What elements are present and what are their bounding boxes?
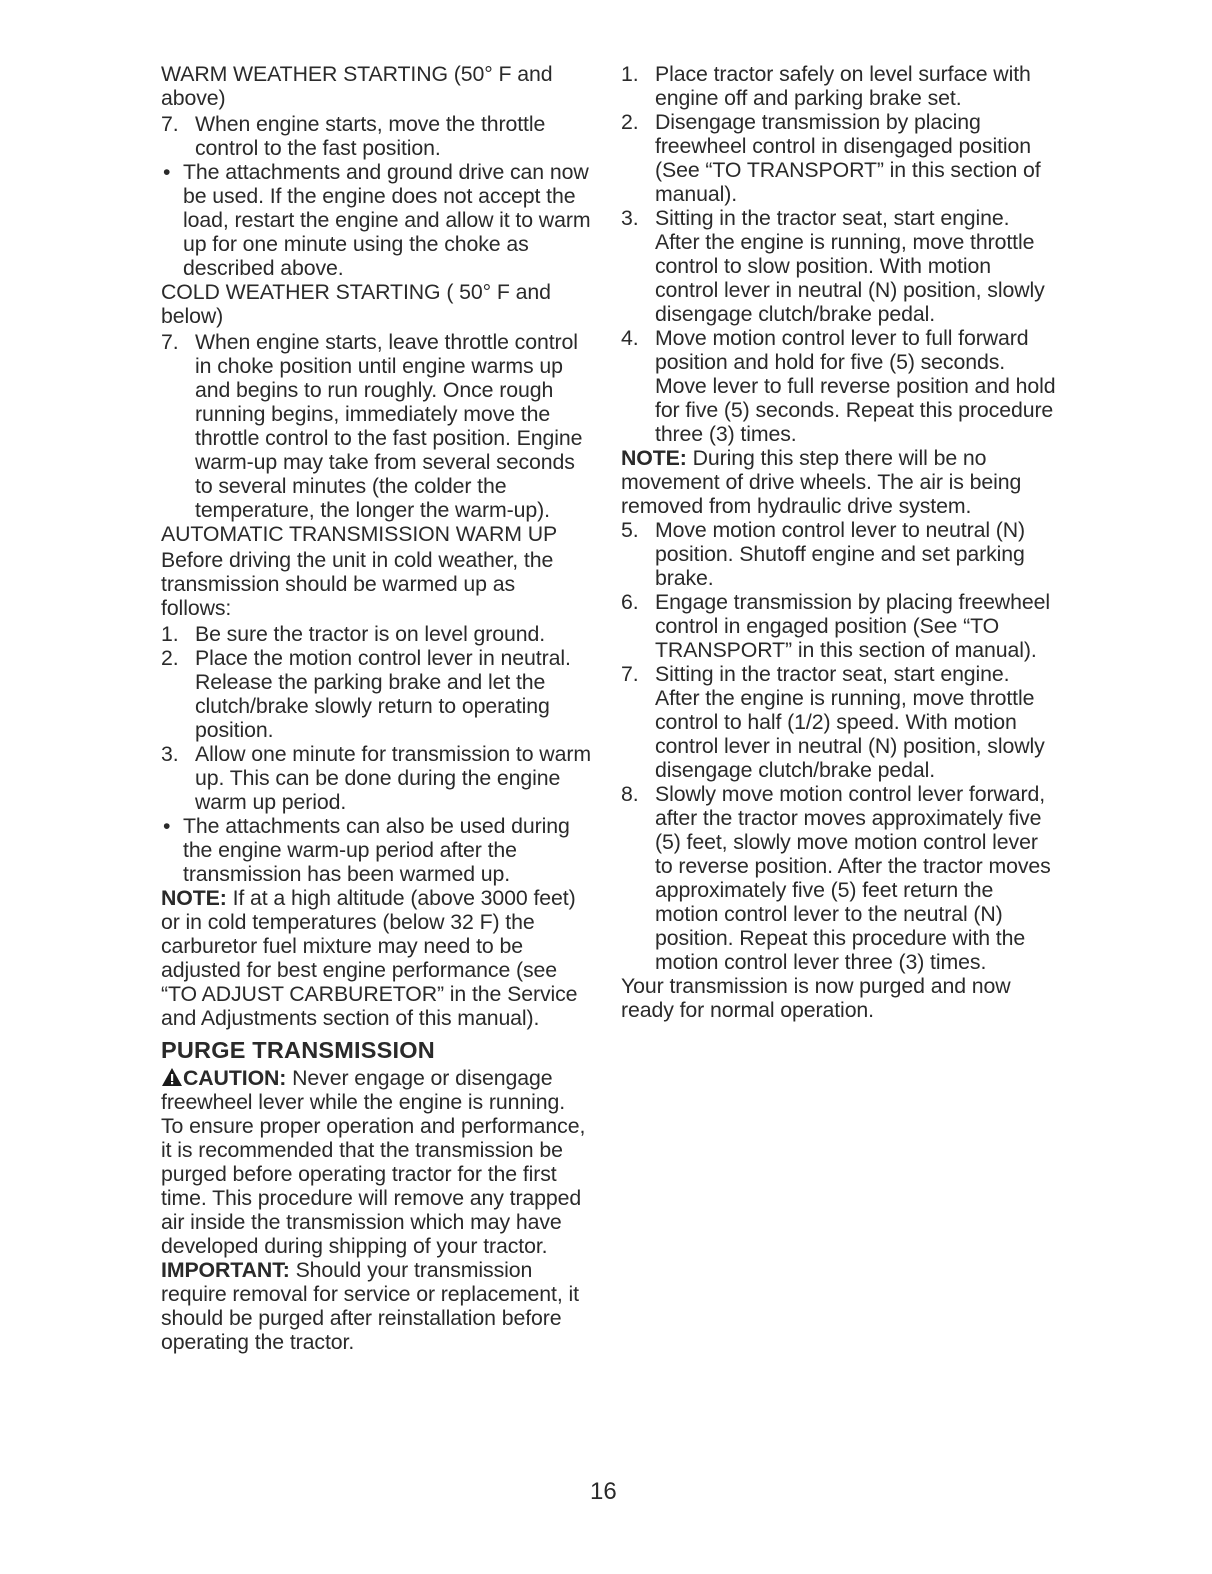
list-item-text: Sitting in the tractor seat, start engine. After the engine is running, move throttle control to slow position. With motion control lever in neutral (N) position, slowly disengage clutch/brake pedal. [655, 206, 1045, 326]
automatic-intro: Before driving the unit in cold weather, the transmission should be warmed up as follows: [161, 548, 554, 620]
automatic-transmission-heading: AUTOMATIC TRANSMISSION WARM UP [161, 522, 558, 546]
warm-bullet: • The attachments and ground drive can now be used. If the engine does not accept the load, restart the engine and allow it to warm up for one minute using the choke as described above. [163, 160, 591, 280]
list-item-text: Place the motion control lever in neutral. Release the parking brake and let the clutch/brake slowly return to operating position. [195, 646, 571, 742]
list-item [621, 326, 1056, 446]
automatic-steps-list [161, 622, 591, 814]
list-item-text: Move motion control lever to neutral (N) position. Shutoff engine and set parking brake. [655, 518, 1026, 590]
list-item [621, 62, 1056, 110]
list-item [621, 662, 1056, 782]
bullet-icon: • [163, 160, 171, 184]
cold-weather-heading: COLD WEATHER STARTING ( 50° F and below) [161, 280, 551, 328]
list-item-number: 3. [161, 742, 179, 766]
list-item-text: Disengage transmission by placing freewheel control in disengaged position (See “TO TRANSPORT” in this section of manual). [655, 110, 1041, 206]
left-column [161, 62, 591, 1354]
list-item-number: 2. [621, 110, 639, 134]
note-label: NOTE: [621, 446, 687, 470]
auto-bullet: • The attachments can also be used during the engine warm-up period after the transmission has been warmed up. [163, 814, 570, 886]
list-item-number: 1. [621, 62, 639, 86]
important-label: IMPORTANT: [161, 1258, 290, 1282]
list-item-text: Slowly move motion control lever forward, after the tractor moves approximately five (5) feet, slowly move motion control lever to reverse position. After the tractor moves approximately five (5) feet return the motion control lever to the neutral (N) position. Repeat this procedure with the motion control lever three (3) times. [655, 782, 1051, 974]
purge-steps-list-1 [621, 62, 1056, 446]
list-item [621, 518, 1056, 590]
caution-label: CAUTION: [183, 1066, 287, 1090]
list-item-text: Place tractor safely on level surface with engine off and parking brake set. [655, 62, 1031, 110]
purge-transmission-heading: PURGE TRANSMISSION [161, 1037, 435, 1063]
list-item-number: 4. [621, 326, 639, 350]
list-item [161, 622, 591, 646]
list-item [621, 590, 1056, 662]
list-item-number: 8. [621, 782, 639, 806]
caution-paragraph: CAUTION: Never engage or disengage freewheel lever while the engine is running. [161, 1066, 566, 1114]
purge-steps-list-2 [621, 518, 1056, 974]
cold-step-7: 7. When engine starts, leave throttle control in choke position until engine warms up and begins to run roughly. Once rough running begins, immediately move the throttle control to the fast position. Engine warm-up may take from several seconds to several minutes (the colder the temperature, the longer the warm-up). [161, 330, 583, 522]
important-paragraph: IMPORTANT: Should your transmission require removal for service or replacement, it should be purged after reinstallation before operating the tractor. [161, 1258, 579, 1354]
closing-text: Your transmission is now purged and now ready for normal operation. [621, 974, 1011, 1022]
list-item-number: 6. [621, 590, 639, 614]
list-item-number: 7. [621, 662, 639, 686]
purge-note: NOTE: During this step there will be no movement of drive wheels. The air is being removed from hydraulic drive system. [621, 446, 1022, 518]
list-item-text: Allow one minute for transmission to warm up. This can be done during the engine warm up period. [195, 742, 591, 814]
list-item-text: Sitting in the tractor seat, start engine. After the engine is running, move throttle control to half (1/2) speed. With motion control lever in neutral (N) position, slowly disengage clutch/brake pedal. [655, 662, 1045, 782]
purge-intro: To ensure proper operation and performance, it is recommended that the transmission be purged before operating tractor for the first time. This procedure will remove any trapped air inside the transmission which may have developed during shipping of your tractor. [161, 1114, 586, 1258]
list-item-number: 2. [161, 646, 179, 670]
list-item [161, 742, 591, 814]
page-number: 16 [590, 1478, 617, 1505]
list-item-text: Be sure the tractor is on level ground. [195, 622, 546, 646]
warning-triangle-icon [161, 1067, 183, 1087]
right-column [621, 62, 1056, 1022]
warm-step-7: 7. When engine starts, move the throttle control to the fast position. [161, 112, 546, 160]
list-item [621, 206, 1056, 326]
list-item-number: 1. [161, 622, 179, 646]
list-item-text: Engage transmission by placing freewheel control in engaged position (See “TO TRANSPORT” in this section of manual). [655, 590, 1050, 662]
list-item-number: 5. [621, 518, 639, 542]
list-item-number: 3. [621, 206, 639, 230]
bullet-icon: • [163, 814, 171, 838]
list-item-text: Move motion control lever to full forward position and hold for five (5) seconds. Move lever to full reverse position and hold for five (5) seconds. Repeat this procedure three (3) times. [655, 326, 1056, 446]
warm-weather-heading: WARM WEATHER STARTING (50° F and above) [161, 62, 553, 110]
altitude-note: NOTE: If at a high altitude (above 3000 feet) or in cold temperatures (below 32 F) the carburetor fuel mixture may need to be adjusted for best engine performance (see “TO ADJUST CARBURETOR” in the Service and Adjustments section of this manual). [161, 886, 578, 1030]
note-label: NOTE: [161, 886, 227, 910]
list-item [161, 646, 591, 742]
list-item [621, 782, 1056, 974]
list-item [621, 110, 1056, 206]
